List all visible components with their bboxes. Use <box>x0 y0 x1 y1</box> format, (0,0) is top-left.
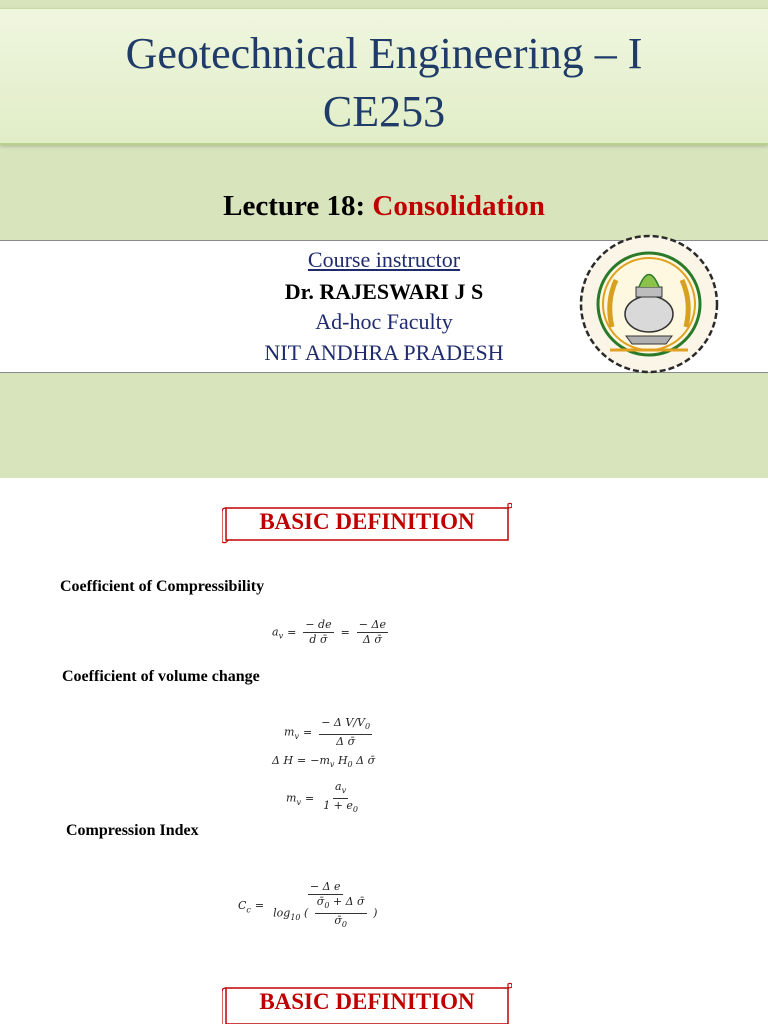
heading-compression-index: Compression Index <box>66 822 199 839</box>
instructor-institution: NIT ANDHRA PRADESH <box>264 340 504 365</box>
lecture-topic: Consolidation <box>372 190 545 222</box>
title-slide <box>0 0 768 478</box>
nit-andhra-pradesh-seal-icon <box>554 232 744 377</box>
instructor-role: Ad-hoc Faculty <box>315 309 453 334</box>
instructor-name: Dr. RAJESWARI J S <box>284 279 484 304</box>
title-band <box>0 8 768 145</box>
lecture-title <box>0 190 768 223</box>
heading-coefficient-of-volume-change: Coefficient of volume change <box>62 668 260 685</box>
course-code: CE253 <box>322 87 446 136</box>
equation-mv-volume: $m_v$ = $\frac{- \Delta V/V_0}{\text{Δ σ̄}}$ <box>284 716 371 749</box>
equation-cc: $C_c$ = − Δ e $\log_{10}$ ( $\frac{\sigmā_0 + \Delta \sigmā}{\sigmā_0}$ ) <box>238 880 378 930</box>
equation-mv-av: $m_v$ = $\frac{a_v}{1 + e_0}$ <box>286 780 358 815</box>
banner-label: BASIC DEFINITION <box>259 509 475 534</box>
heading-coefficient-of-compressibility: Coefficient of Compressibility <box>60 578 265 595</box>
lecture-prefix: Lecture 18: <box>223 190 373 222</box>
instructor-label: Course instructor <box>307 247 461 272</box>
course-title: Geotechnical Engineering – I <box>125 29 643 78</box>
banner-label-2: BASIC DEFINITION <box>259 989 475 1014</box>
basic-definition-banner <box>222 502 512 544</box>
slide-separator <box>0 478 768 482</box>
equation-av: $a_v$ = $\frac{- de}{\text{d σ̄}}$ = $\frac{- \Delta e}{\text{Δ σ̄}}$ <box>272 618 386 646</box>
equation-delta-h: Δ $H = -m_v$ $H_0$ Δ σ̄ <box>272 754 376 770</box>
basic-definition-banner-2 <box>222 982 512 1024</box>
